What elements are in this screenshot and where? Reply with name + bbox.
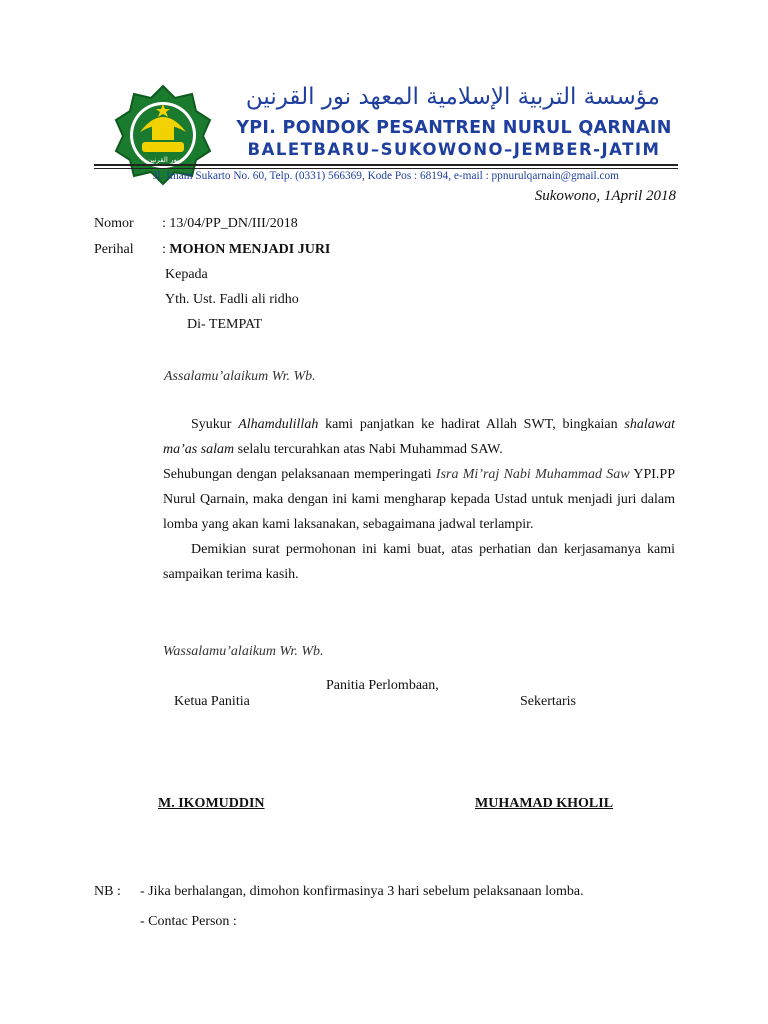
perihal-line [162,240,330,260]
header-divider-thick [94,164,678,166]
org-address: Jl. Imam Sukarto No. 60, Telp. (0331) 566369, Kode Pos : 68194, e-mail : ppnurulqarnain@gmail.com [153,170,619,182]
paragraph-3: Demikian surat permohonan ini kami buat, atas perhatian dan kerjasamanya kami sampaikan terima kasih. [163,542,675,582]
di-tempat: Di- TEMPAT [187,317,263,332]
nomor-label: Nomor [94,216,134,231]
nb-note-2: - Contac Person : [140,914,237,929]
letter-body [163,412,675,587]
org-name-line1: YPI. PONDOK PESANTREN NURUL QARNAIN [236,118,672,138]
arabic-org-name: مؤسسة التربية الإسلامية المعهد نور القرنين [245,84,660,110]
committee-title: Panitia Perlombaan, [326,678,439,693]
paragraph-1: Syukur Alhamdulillah kami panjatkan ke hadirat Allah SWT, bingkaian shalawat ma’as salam selalu tercurahkan atas Nabi Muhammad SAW. [163,417,675,457]
chair-title: Ketua Panitia [174,694,250,709]
perihal-label: Perihal [94,242,134,257]
secretary-title: Sekertaris [520,694,576,709]
chair-name: M. IKOMUDDIN [158,796,265,811]
secretary-name: MUHAMAD KHOLIL [475,796,614,811]
recipient: Yth. Ust. Fadli ali ridho [165,292,299,307]
header-divider-thin [94,168,678,169]
org-name-line2: BALETBARU–SUKOWONO–JEMBER-JATIM [247,140,661,159]
place-date: Sukowono, 1April 2018 [534,188,676,204]
perihal-value: MOHON MENJADI JURI [169,242,331,257]
salam-closing: Wassalamu’alaikum Wr. Wb. [163,644,324,659]
nb-note-1: - Jika berhalangan, dimohon konfirmasinya 3 hari sebelum pelaksanaan lomba. [140,884,584,899]
kepada: Kepada [165,267,208,282]
nomor-value: : 13/04/PP_DN/III/2018 [162,216,298,231]
perihal-colon: : [162,242,166,257]
salam-opening: Assalamu’alaikum Wr. Wb. [164,369,316,384]
nb-label: NB : [94,884,121,899]
paragraph-2: Sehubungan dengan pelaksanaan memperingati Isra Mi’raj Nabi Muhammad Saw YPI.PP Nurul Qarnain, maka dengan ini kami mengharap kepada Ustad untuk menjadi juri dalam lomba yang akan kami laksanakan, sebagaimana jadwal terlampir. [163,467,675,532]
logo-text: نور القرنين [146,156,180,164]
